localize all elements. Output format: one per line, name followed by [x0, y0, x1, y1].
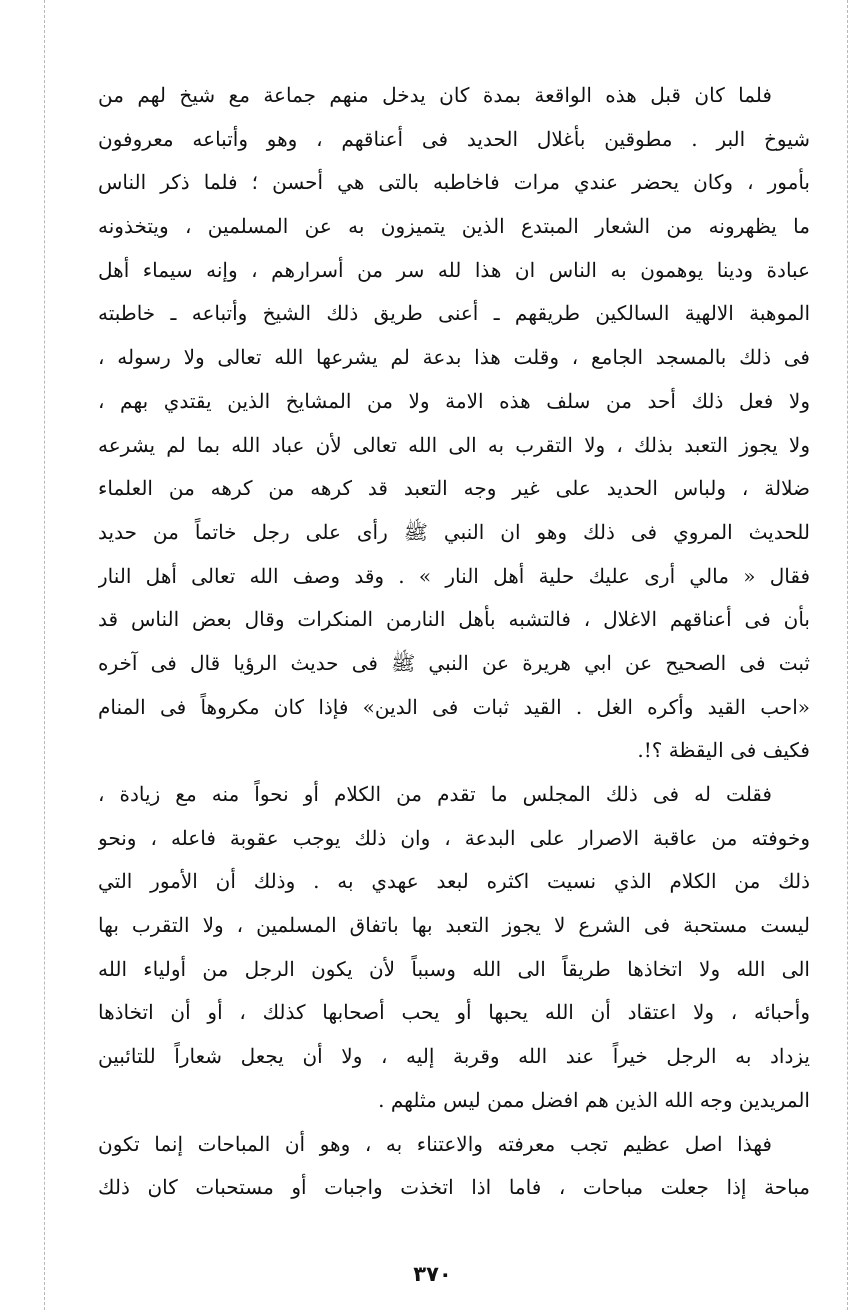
text-line: ثبت فى الصحيح عن ابي هريرة عن النبي ﷺ فى حديث الرؤيا قال فى آخره: [98, 650, 810, 675]
text-line: ما يظهرونه من الشعار المبتدع الذين يتميزون به عن المسلمين ، ويتخذونه: [98, 214, 810, 239]
text-line: فى ذلك بالمسجد الجامع ، وقلت هذا بدعة لم يشرعها الله تعالى ولا رسوله ،: [98, 345, 810, 370]
text-line: بأن فى أعناقهم الاغلال ، فالتشبه بأهل النارمن المنكرات وقال بعض الناس قد: [98, 607, 810, 632]
text-line: المريدين وجه الله الذين هم افضل ممن ليس مثلهم .: [378, 1087, 810, 1112]
text-line: عبادة ودينا يوهمون به الناس ان هذا لله سر من أسرارهم ، وإنه سيماء أهل: [98, 257, 810, 282]
text-line: وأحبائه ، ولا اعتقاد أن الله يحبها أو يحب أصحابها كذلك ، أو أن اتخاذها: [98, 1000, 810, 1025]
text-line: شيوخ البر . مطوقين بأغلال الحديد فى أعناقهم ، وهو وأتباعه معروفون: [98, 126, 810, 151]
text-line: ولا يجوز التعبد بذلك ، ولا التقرب به الى الله تعالى لأن عباد الله بما لم يشرعه: [98, 432, 810, 457]
text-line: فقال « مالي أرى عليك حلية أهل النار » . وقد وصف الله تعالى أهل النار: [98, 563, 810, 588]
page-number: ٣٧٠: [413, 1262, 452, 1286]
text-line: يزداد به الرجل خيراً عند الله وقربة إليه ، ولا أن يجعل شعاراً للتائبين: [98, 1044, 810, 1069]
text-line: ضلالة ، ولباس الحديد على غير وجه التعبد قد كرهه من كرهه من العلماء: [98, 476, 810, 501]
text-line: فلما كان قبل هذه الواقعة بمدة كان يدخل منهم جماعة مع شيخ لهم من: [98, 83, 772, 107]
text-line: للحديث المروي فى ذلك وهو ان النبي ﷺ رأى على رجل خاتماً من حديد: [98, 519, 810, 544]
text-line: مباحة إذا جعلت مباحات ، فاما اذا اتخذت واجبات أو مستحبات كان ذلك: [98, 1175, 810, 1200]
text-line: وخوفته من عاقبة الاصرار على البدعة ، وان ذلك يوجب عقوبة فاعله ، ونحو: [98, 825, 810, 850]
text-line: ليست مستحبة فى الشرع لا يجوز التعبد بها باتفاق المسلمين ، ولا التقرب بها: [98, 913, 810, 938]
text-line: ذلك من الكلام الذي نسيت اكثره لبعد عهدي به . وذلك أن الأمور التي: [98, 869, 810, 894]
text-line: فكيف فى اليقظة ؟!.: [637, 738, 810, 763]
right-margin-rule: [847, 0, 848, 1310]
text-line: فهذا اصل عظيم تجب معرفته والاعتناء به ، وهو أن المباحات إنما تكون: [98, 1131, 772, 1156]
text-line: ولا فعل ذلك أحد من سلف هذه الامة ولا من المشايخ الذين يقتدي بهم ،: [98, 388, 810, 413]
text-line: «احب القيد وأكره الغل . القيد ثبات فى الدين» فإذا كان مكروهاً فى المنام: [98, 694, 810, 719]
text-line: بأمور ، وكان يحضر عندي مرات فاخاطبه بالتى هي أحسن ؛ فلما ذكر الناس: [98, 170, 810, 195]
left-margin-rule: [44, 0, 45, 1310]
text-line: فقلت له فى ذلك المجلس ما تقدم من الكلام أو نحواً منه مع زيادة ،: [98, 782, 772, 806]
body-text: [98, 74, 810, 1210]
text-line: الموهبة الالهية السالكين طريقهم ـ أعنى طريق ذلك الشيخ وأتباعه ـ خاطبته: [98, 301, 810, 326]
text-line: الى الله ولا اتخاذها طريقاً الى الله وسبباً لأن يكون الرجل من أولياء الله: [98, 956, 810, 981]
